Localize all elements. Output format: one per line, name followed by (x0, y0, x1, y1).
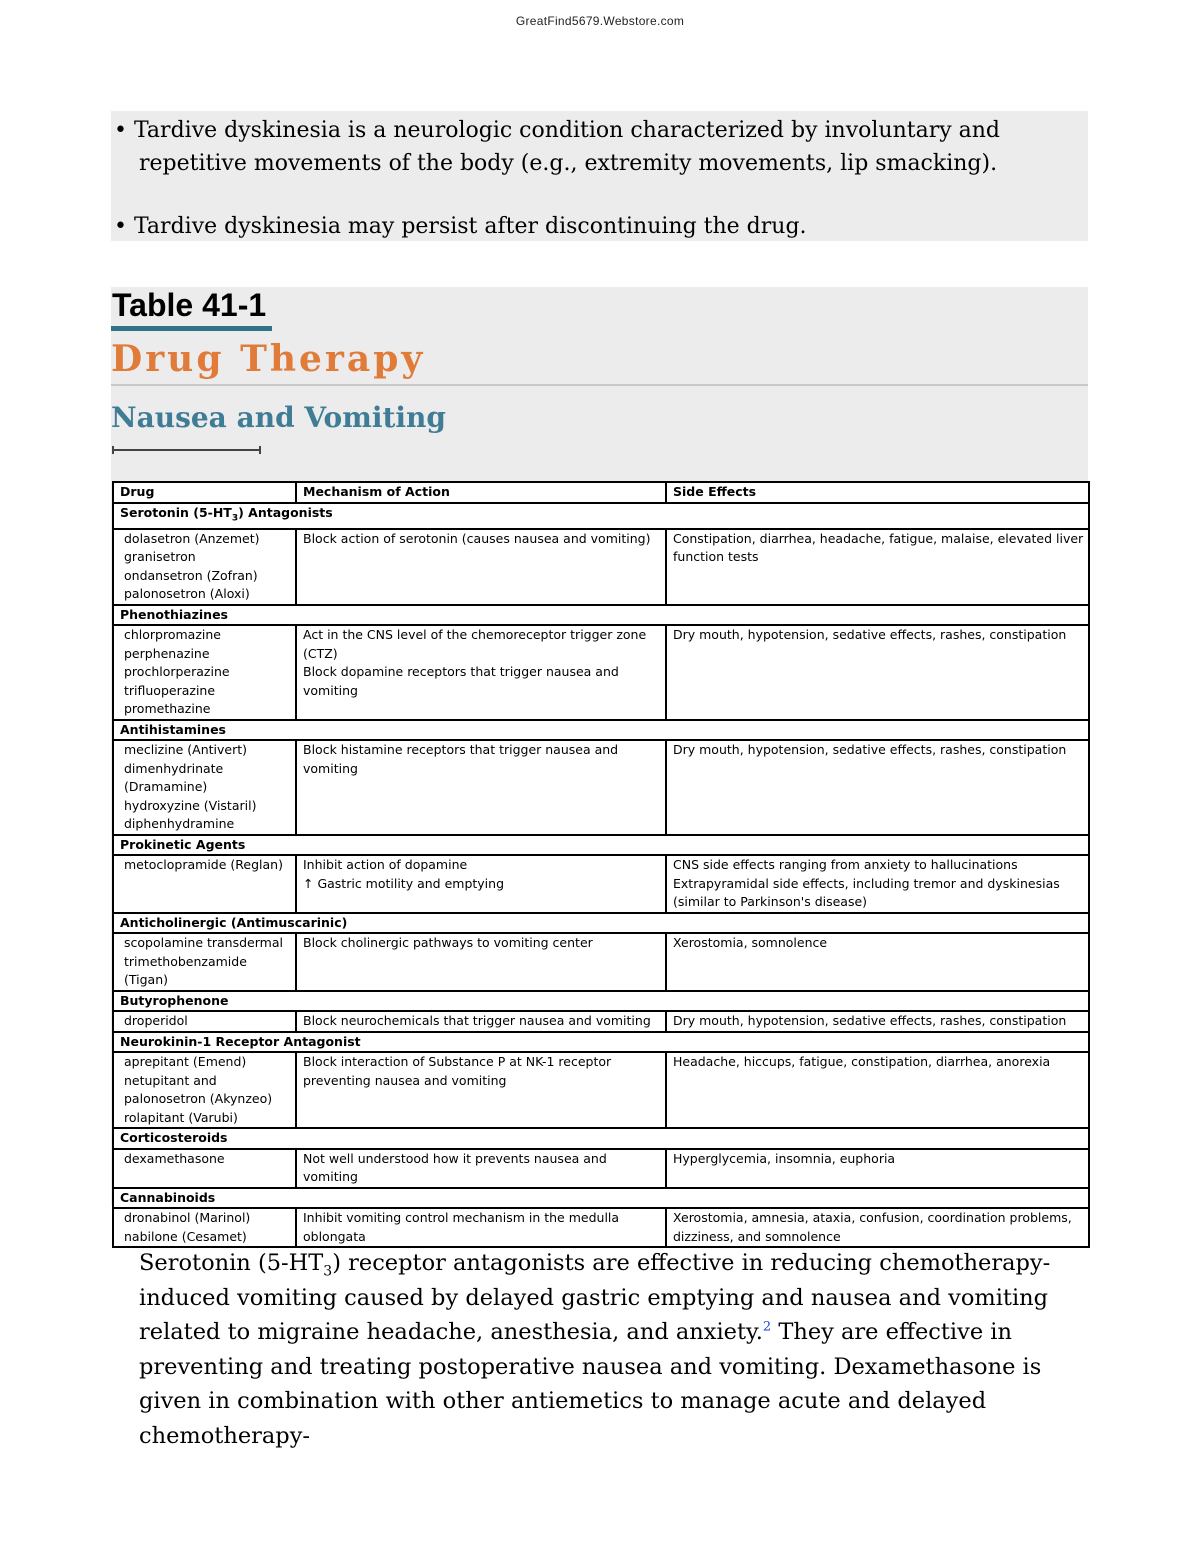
side-effects-cell: Dry mouth, hypotension, sedative effects, rashes, constipation (666, 625, 1089, 720)
drug-cell: metoclopramide (Reglan) (113, 855, 296, 913)
category-row (113, 991, 1089, 1012)
table-row (113, 1011, 1089, 1032)
category-label: Neurokinin-1 Receptor Antagonist (113, 1032, 1089, 1053)
drug-cell: dronabinol (Marinol) nabilone (Cesamet) (113, 1208, 296, 1247)
category-label: Phenothiazines (113, 605, 1089, 626)
mechanism-cell: Block interaction of Substance P at NK-1 receptor preventing nausea and vomiting (296, 1052, 666, 1128)
bullet-text-line2: repetitive movements of the body (e.g., extremity movements, lip smacking). (139, 151, 998, 176)
bullet-text-line1: • Tardive dyskinesia may persist after discontinuing the drug. (114, 214, 807, 239)
side-effects-cell: Xerostomia, somnolence (666, 933, 1089, 991)
paragraph-text: They are effective in preventing and treating postoperative nausea and vomiting. Dexamethasone is given in combination with other antiemetics to manage acute and delayed chemotherapy- (139, 1319, 1042, 1449)
category-label: Butyrophenone (113, 991, 1089, 1012)
drug-cell: dexamethasone (113, 1149, 296, 1188)
title-divider (111, 384, 1088, 386)
column-header-side-effects: Side Effects (666, 482, 1089, 503)
bullet-point (114, 210, 1084, 243)
column-header-mechanism: Mechanism of Action (296, 482, 666, 503)
drug-table (112, 481, 1090, 1248)
mechanism-cell: Block histamine receptors that trigger nausea and vomiting (296, 740, 666, 835)
table-row (113, 1149, 1089, 1188)
category-row (113, 913, 1089, 934)
side-effects-cell: Headache, hiccups, fatigue, constipation, diarrhea, anorexia (666, 1052, 1089, 1128)
category-row (113, 1128, 1089, 1149)
mechanism-cell: Block action of serotonin (causes nausea and vomiting) (296, 529, 666, 605)
category-row (113, 1032, 1089, 1053)
table-row (113, 1052, 1089, 1128)
side-effects-cell: Dry mouth, hypotension, sedative effects, rashes, constipation (666, 740, 1089, 835)
table-row (113, 529, 1089, 605)
decorative-rule-end (112, 446, 114, 454)
category-label: Corticosteroids (113, 1128, 1089, 1149)
watermark: GreatFind5679.Webstore.com (515, 14, 685, 28)
side-effects-cell: Xerostomia, amnesia, ataxia, confusion, coordination problems, dizziness, and somnolence (666, 1208, 1089, 1247)
drug-cell: scopolamine transdermal trimethobenzamide (Tigan) (113, 933, 296, 991)
table-title: Drug Therapy (111, 338, 426, 380)
drug-cell: meclizine (Antivert) dimenhydrinate (Dramamine) hydroxyzine (Vistaril) diphenhydramine (113, 740, 296, 835)
mechanism-cell: Block neurochemicals that trigger nausea and vomiting (296, 1011, 666, 1032)
mechanism-cell: Act in the CNS level of the chemoreceptor trigger zone (CTZ) Block dopamine receptors that trigger nausea and vomiting (296, 625, 666, 720)
drug-cell: dolasetron (Anzemet) granisetron ondansetron (Zofran) palonosetron (Aloxi) (113, 529, 296, 605)
table-row (113, 625, 1089, 720)
decorative-rule-end (259, 446, 261, 454)
side-effects-cell: Constipation, diarrhea, headache, fatigue, malaise, elevated liver function tests (666, 529, 1089, 605)
category-row (113, 835, 1089, 856)
category-label: Cannabinoids (113, 1188, 1089, 1209)
side-effects-cell: Dry mouth, hypotension, sedative effects, rashes, constipation (666, 1011, 1089, 1032)
table-row (113, 855, 1089, 913)
drug-cell: droperidol (113, 1011, 296, 1032)
body-paragraph (112, 1246, 1092, 1453)
table-subtitle: Nausea and Vomiting (111, 401, 446, 434)
paragraph-text: ) receptor antagonists are effective in reducing chemotherapy-induced vomiting caused by delayed gastric emptying and nausea and vomiting related to migraine headache, anesthesia, and anxiety. (139, 1250, 1051, 1345)
decorative-rule (113, 449, 261, 451)
category-row (113, 1188, 1089, 1209)
bullet-point (114, 114, 1084, 180)
mechanism-cell: Inhibit vomiting control mechanism in the medulla oblongata (296, 1208, 666, 1247)
category-label: Prokinetic Agents (113, 835, 1089, 856)
category-row (113, 503, 1089, 529)
drug-cell: chlorpromazine perphenazine prochlorperazine trifluoperazine promethazine (113, 625, 296, 720)
column-header-drug: Drug (113, 482, 296, 503)
table-header-row (113, 482, 1089, 503)
table-row (113, 1208, 1089, 1247)
table-label-underline (111, 326, 272, 331)
category-label: Serotonin $(5-HT_3)$ Antagonists (113, 503, 1089, 529)
category-row (113, 605, 1089, 626)
mechanism-cell: Not well understood how it prevents nausea and vomiting (296, 1149, 666, 1188)
side-effects-cell: CNS side effects ranging from anxiety to hallucinations Extrapyramidal side effects, including tremor and dyskinesias (similar to Parkinson's disease) (666, 855, 1089, 913)
table-row (113, 740, 1089, 835)
paragraph-text: Serotonin (5-HT (139, 1250, 324, 1276)
drug-cell: aprepitant (Emend) netupitant and palonosetron (Akynzeo) rolapitant (Varubi) (113, 1052, 296, 1128)
mechanism-cell: Inhibit action of dopamine ↑ Gastric motility and emptying (296, 855, 666, 913)
table-row (113, 933, 1089, 991)
category-row (113, 720, 1089, 741)
category-label: Anticholinergic (Antimuscarinic) (113, 913, 1089, 934)
category-label: Antihistamines (113, 720, 1089, 741)
side-effects-cell: Hyperglycemia, insomnia, euphoria (666, 1149, 1089, 1188)
table-label: Table 41-1 (112, 287, 267, 323)
bullet-text-line1: • Tardive dyskinesia is a neurologic condition characterized by involuntary and (114, 118, 1001, 143)
mechanism-cell: Block cholinergic pathways to vomiting center (296, 933, 666, 991)
footnote-link[interactable]: 2 (762, 1319, 772, 1335)
subscript: 3 (323, 1263, 333, 1280)
